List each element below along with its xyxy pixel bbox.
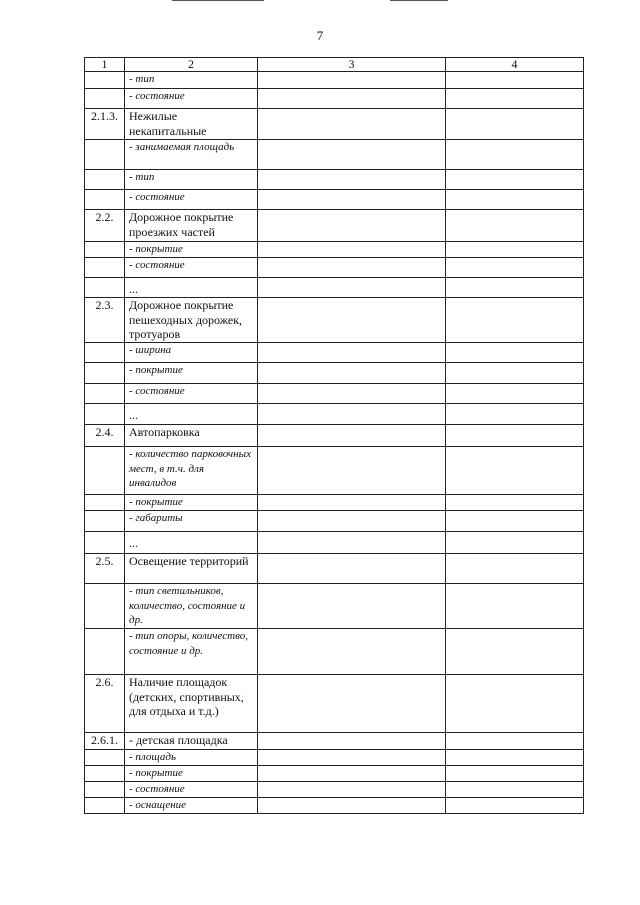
row-cell-col-4 xyxy=(446,495,584,511)
row-number xyxy=(85,278,125,298)
row-cell-col-4 xyxy=(446,140,584,170)
table-row xyxy=(85,798,584,814)
row-number: 2.6.1. xyxy=(85,733,125,750)
row-cell-col-3 xyxy=(258,675,446,733)
row-cell-col-4 xyxy=(446,425,584,447)
row-number xyxy=(85,170,125,190)
header-col-2: 2 xyxy=(125,58,258,72)
row-cell-col-3 xyxy=(258,363,446,384)
table-row xyxy=(85,750,584,766)
table-row xyxy=(85,532,584,554)
row-number xyxy=(85,190,125,210)
row-number xyxy=(85,384,125,404)
table-row xyxy=(85,495,584,511)
row-cell-col-4 xyxy=(446,733,584,750)
row-number: 2.2. xyxy=(85,210,125,242)
row-parameter: - детская площадка xyxy=(125,733,258,750)
row-parameter: - площадь xyxy=(125,750,258,766)
row-cell-col-3 xyxy=(258,89,446,109)
row-cell-col-4 xyxy=(446,278,584,298)
row-cell-col-4 xyxy=(446,363,584,384)
table-row xyxy=(85,72,584,89)
row-cell-col-4 xyxy=(446,798,584,814)
table-row xyxy=(85,404,584,425)
header-col-3: 3 xyxy=(258,58,446,72)
row-parameter: - габариты xyxy=(125,511,258,532)
row-cell-col-4 xyxy=(446,242,584,258)
row-number xyxy=(85,511,125,532)
row-number xyxy=(85,782,125,798)
row-cell-col-3 xyxy=(258,72,446,89)
row-parameter: Наличие площадок (детских, спортивных, для отдыха и т.д.) xyxy=(125,675,258,733)
row-parameter: ... xyxy=(125,532,258,554)
row-number xyxy=(85,72,125,89)
row-cell-col-4 xyxy=(446,629,584,675)
table-body xyxy=(85,58,584,814)
row-cell-col-3 xyxy=(258,782,446,798)
row-cell-col-3 xyxy=(258,170,446,190)
row-parameter: Нежилые некапитальные xyxy=(125,109,258,140)
table-row xyxy=(85,109,584,140)
row-cell-col-4 xyxy=(446,89,584,109)
row-cell-col-3 xyxy=(258,258,446,278)
row-parameter: - оснащение xyxy=(125,798,258,814)
row-cell-col-3 xyxy=(258,532,446,554)
row-number xyxy=(85,242,125,258)
row-parameter: - тип xyxy=(125,170,258,190)
row-number xyxy=(85,798,125,814)
row-cell-col-4 xyxy=(446,170,584,190)
table-row xyxy=(85,190,584,210)
row-cell-col-3 xyxy=(258,109,446,140)
row-parameter: - занимаемая площадь xyxy=(125,140,258,170)
row-parameter: - тип xyxy=(125,72,258,89)
table-row xyxy=(85,554,584,584)
row-number xyxy=(85,404,125,425)
table-row xyxy=(85,675,584,733)
table-row xyxy=(85,511,584,532)
data-table xyxy=(84,57,584,814)
row-number: 2.4. xyxy=(85,425,125,447)
row-cell-col-4 xyxy=(446,258,584,278)
row-cell-col-3 xyxy=(258,798,446,814)
row-cell-col-4 xyxy=(446,750,584,766)
row-cell-col-4 xyxy=(446,404,584,425)
row-cell-col-3 xyxy=(258,750,446,766)
table-row xyxy=(85,447,584,495)
row-cell-col-3 xyxy=(258,629,446,675)
table-row xyxy=(85,258,584,278)
row-cell-col-4 xyxy=(446,210,584,242)
row-cell-col-4 xyxy=(446,72,584,89)
row-number xyxy=(85,629,125,675)
row-parameter: Дорожное покрытие проезжих частей xyxy=(125,210,258,242)
row-parameter: - покрытие xyxy=(125,766,258,782)
row-number: 2.3. xyxy=(85,298,125,343)
table-row xyxy=(85,425,584,447)
row-cell-col-3 xyxy=(258,343,446,363)
row-number xyxy=(85,766,125,782)
row-cell-col-3 xyxy=(258,210,446,242)
row-cell-col-4 xyxy=(446,298,584,343)
table-row xyxy=(85,278,584,298)
row-cell-col-4 xyxy=(446,109,584,140)
row-number: 2.5. xyxy=(85,554,125,584)
row-cell-col-3 xyxy=(258,554,446,584)
row-parameter: ... xyxy=(125,278,258,298)
row-parameter: - покрытие xyxy=(125,495,258,511)
table-row xyxy=(85,170,584,190)
row-number xyxy=(85,140,125,170)
row-parameter: - состояние xyxy=(125,782,258,798)
row-cell-col-4 xyxy=(446,782,584,798)
row-cell-col-3 xyxy=(258,190,446,210)
table-row xyxy=(85,363,584,384)
top-rule-left xyxy=(172,0,264,1)
row-number xyxy=(85,495,125,511)
row-cell-col-3 xyxy=(258,511,446,532)
table-row xyxy=(85,210,584,242)
row-cell-col-3 xyxy=(258,447,446,495)
row-cell-col-3 xyxy=(258,298,446,343)
table-row xyxy=(85,782,584,798)
row-cell-col-4 xyxy=(446,675,584,733)
row-number xyxy=(85,258,125,278)
row-parameter: Автопарковка xyxy=(125,425,258,447)
table-row xyxy=(85,733,584,750)
row-cell-col-3 xyxy=(258,584,446,629)
row-cell-col-4 xyxy=(446,532,584,554)
row-number xyxy=(85,343,125,363)
row-number: 2.6. xyxy=(85,675,125,733)
table-row xyxy=(85,89,584,109)
row-parameter: - состояние xyxy=(125,89,258,109)
row-cell-col-3 xyxy=(258,242,446,258)
header-col-4: 4 xyxy=(446,58,584,72)
row-number: 2.1.3. xyxy=(85,109,125,140)
row-cell-col-3 xyxy=(258,140,446,170)
row-cell-col-4 xyxy=(446,766,584,782)
row-cell-col-4 xyxy=(446,511,584,532)
row-cell-col-3 xyxy=(258,278,446,298)
row-number xyxy=(85,447,125,495)
row-cell-col-3 xyxy=(258,766,446,782)
row-parameter: Дорожное покрытие пешеходных дорожек, тротуаров xyxy=(125,298,258,343)
top-rule-right xyxy=(390,0,448,1)
row-parameter: - состояние xyxy=(125,384,258,404)
row-number xyxy=(85,584,125,629)
table-row xyxy=(85,384,584,404)
row-cell-col-4 xyxy=(446,343,584,363)
row-cell-col-4 xyxy=(446,554,584,584)
row-parameter: - покрытие xyxy=(125,242,258,258)
table-row xyxy=(85,629,584,675)
row-cell-col-4 xyxy=(446,190,584,210)
table-header-row xyxy=(85,58,584,72)
table-row xyxy=(85,298,584,343)
row-cell-col-3 xyxy=(258,425,446,447)
row-number xyxy=(85,363,125,384)
row-cell-col-3 xyxy=(258,404,446,425)
row-number xyxy=(85,750,125,766)
row-parameter: - покрытие xyxy=(125,363,258,384)
table-row xyxy=(85,242,584,258)
row-parameter: Освещение территорий xyxy=(125,554,258,584)
row-parameter: ... xyxy=(125,404,258,425)
row-cell-col-3 xyxy=(258,384,446,404)
table-row xyxy=(85,584,584,629)
row-cell-col-4 xyxy=(446,584,584,629)
row-number xyxy=(85,89,125,109)
row-cell-col-4 xyxy=(446,447,584,495)
table-row xyxy=(85,343,584,363)
row-parameter: - количество парковочных мест, в т.ч. для инвалидов xyxy=(125,447,258,495)
row-parameter: - состояние xyxy=(125,190,258,210)
table-row xyxy=(85,140,584,170)
row-cell-col-3 xyxy=(258,733,446,750)
row-parameter: - состояние xyxy=(125,258,258,278)
row-parameter: - ширина xyxy=(125,343,258,363)
row-number xyxy=(85,532,125,554)
row-parameter: - тип опоры, количество, состояние и др. xyxy=(125,629,258,675)
row-cell-col-4 xyxy=(446,384,584,404)
header-col-1: 1 xyxy=(85,58,125,72)
table-row xyxy=(85,766,584,782)
page-number: 7 xyxy=(316,28,324,43)
row-parameter: - тип светильников, количество, состояние и др. xyxy=(125,584,258,629)
row-cell-col-3 xyxy=(258,495,446,511)
